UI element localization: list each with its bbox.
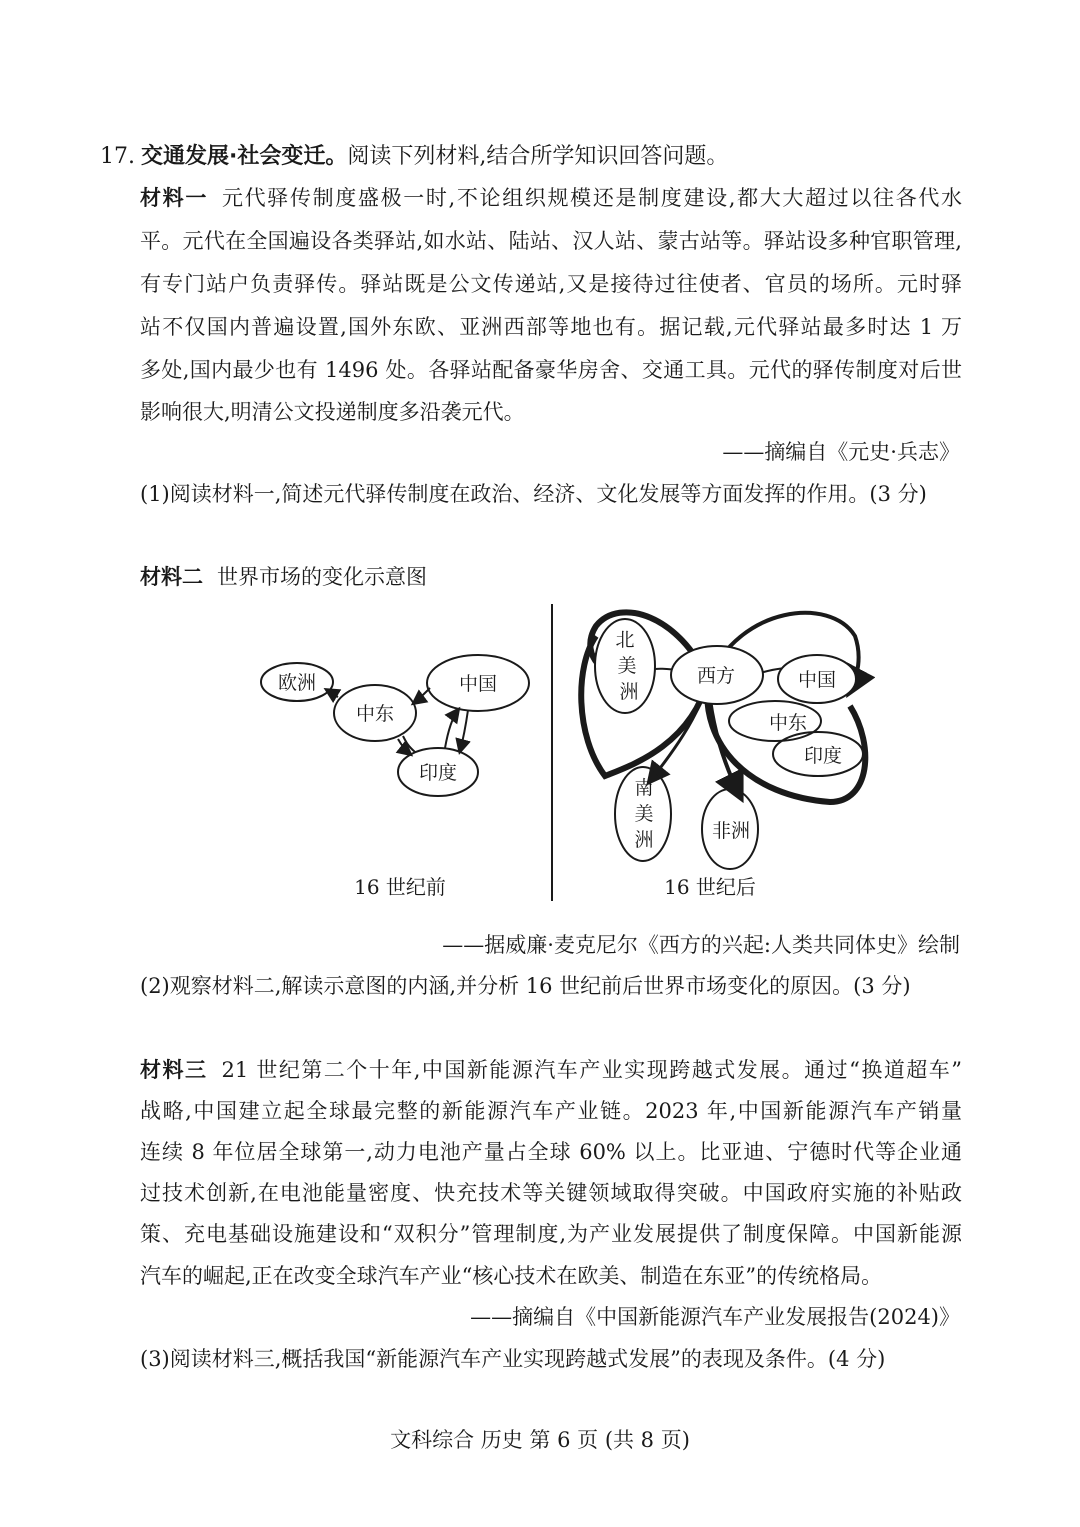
question-instruction: 阅读下列材料,结合所学知识回答问题。 [347, 144, 729, 169]
material1-line-1 [140, 183, 962, 213]
question-heading [100, 142, 728, 172]
world-market-diagram [230, 596, 990, 916]
node-north-america-char-1: 北 [615, 629, 635, 651]
material3-text: 21 世纪第二个十年,中国新能源汽车产业实现跨越式发展。通过“换道超车” [221, 1058, 963, 1082]
material2-heading [140, 562, 427, 592]
node-africa-label: 非洲 [711, 820, 751, 842]
material1-text: 元代驿传制度盛极一时,不论组织规模还是制度建设,都大大超过以往各代水 [221, 186, 963, 210]
material1-line-2: 平。元代在全国遍设各类驿站,如水站、陆站、汉人站、蒙古站等。驿站设多种官职管理, [140, 229, 962, 253]
caption-before: 16 世纪前 [354, 875, 446, 899]
material3-line-2: 战略,中国建立起全球最完整的新能源汽车产业链。2023 年,中国新能源汽车产销量 [140, 1099, 962, 1123]
question-number: 17. [100, 144, 135, 169]
diagram-before [261, 655, 529, 899]
node-south-america-char-3: 洲 [634, 829, 654, 851]
material3-source: ——摘编自《中国新能源汽车产业发展报告(2024)》 [470, 1305, 960, 1329]
node-china-label: 中国 [458, 673, 498, 695]
sub-question-1: (1)阅读材料一,简述元代驿传制度在政治、经济、文化发展等方面发挥的作用。(3 分) [140, 482, 927, 506]
node-china-after-label: 中国 [797, 669, 837, 691]
sub-question-2: (2)观察材料二,解读示意图的内涵,并分析 16 世纪前后世界市场变化的原因。(3 分) [140, 974, 911, 998]
material2-source: ——据威廉·麦克尼尔《西方的兴起:人类共同体史》绘制 [442, 933, 960, 957]
node-south-america-char-1: 南 [634, 777, 654, 799]
node-india-after-label: 印度 [803, 745, 843, 767]
material3-line-3: 连续 8 年位居全球第一,动力电池产量占全球 60% 以上。比亚迪、宁德时代等企业通 [140, 1140, 962, 1164]
node-middle-east-after-label: 中东 [768, 712, 808, 734]
material1-line-6: 影响很大,明清公文投递制度多沿袭元代。 [140, 400, 525, 424]
material2-title: 世界市场的变化示意图 [217, 565, 427, 589]
node-north-america-char-3: 洲 [619, 681, 639, 703]
arrow-china-mideast [414, 688, 430, 703]
material1-label: 材料一 [140, 186, 208, 210]
material1-line-4: 站不仅国内普遍设置,国外东欧、亚洲西部等地也有。据记载,元代驿站最多时达 1 万 [140, 315, 962, 339]
node-south-america-char-2: 美 [634, 803, 654, 825]
node-north-america-char-2: 美 [617, 655, 637, 677]
material3-label: 材料三 [140, 1058, 208, 1082]
page-footer: 文科综合 历史 第 6 页 (共 8 页) [390, 1428, 690, 1452]
material3-line-4: 过技术创新,在电池能量密度、快充技术等关键领域取得突破。中国政府实施的补贴政 [140, 1181, 962, 1205]
material3-line-6: 汽车的崛起,正在改变全球汽车产业“核心技术在欧美、制造在东亚”的传统格局。 [140, 1264, 883, 1288]
node-west-label: 西方 [696, 665, 736, 687]
node-europe-label: 欧洲 [277, 672, 317, 694]
material1-line-3: 有专门站户负责驿传。驿站既是公文传递站,又是接待过往使者、官员的场所。元时驿 [140, 272, 962, 296]
node-india-label: 印度 [418, 762, 458, 784]
material1-source: ——摘编自《元史·兵志》 [722, 440, 960, 464]
diagram-after [581, 612, 865, 899]
question-topic: 交通发展·社会变迁。 [141, 144, 348, 169]
material3-line-5: 策、充电基础设施建设和“双积分”管理制度,为产业发展提供了制度保障。中国新能源 [140, 1222, 962, 1246]
node-middle-east-label: 中东 [355, 703, 395, 725]
arrow-china-india [460, 710, 468, 751]
material1-line-5: 多处,国内最少也有 1496 处。各驿站配备豪华房舍、交通工具。元代的驿传制度对后世 [140, 358, 962, 382]
caption-after: 16 世纪后 [664, 875, 756, 899]
material3-line-1 [140, 1055, 962, 1085]
material2-label: 材料二 [140, 565, 203, 589]
sub-question-3: (3)阅读材料三,概括我国“新能源汽车产业实现跨越式发展”的表现及条件。(4 分) [140, 1347, 886, 1371]
arrow-india-china [445, 710, 458, 748]
